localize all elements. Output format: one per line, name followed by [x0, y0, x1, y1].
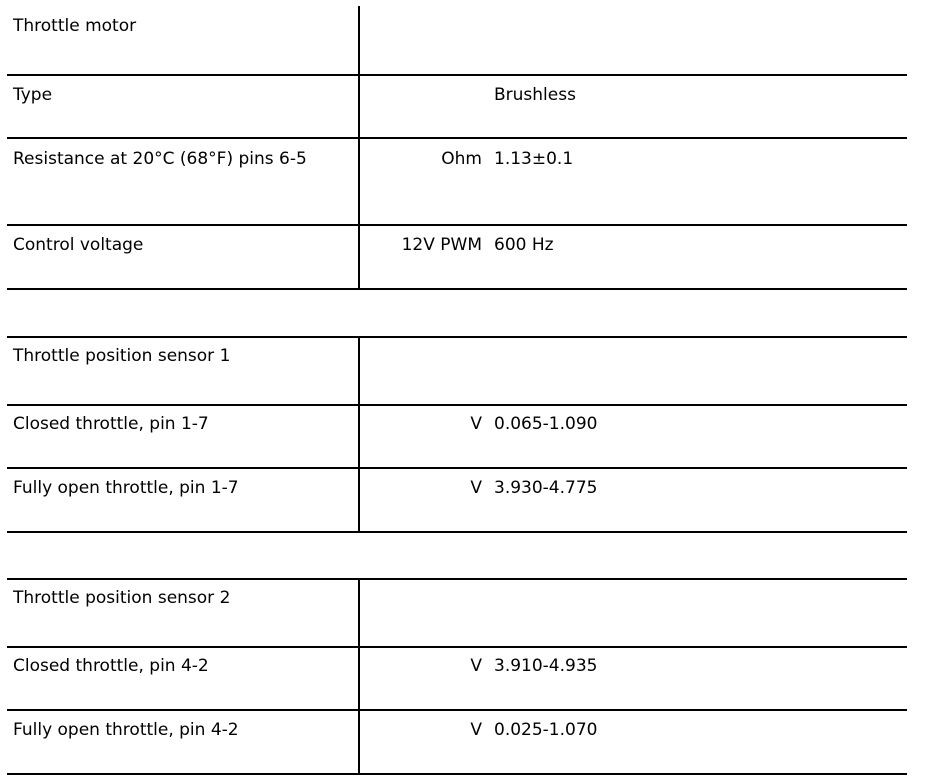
row-value: 3.910-4.935 — [494, 656, 598, 676]
table-rule — [7, 288, 907, 290]
column-divider — [358, 578, 360, 775]
column-divider — [358, 6, 360, 290]
section-header: Throttle position sensor 1 — [13, 346, 231, 366]
row-unit: V — [470, 478, 482, 498]
row-unit: V — [470, 656, 482, 676]
row-value: 3.930-4.775 — [494, 478, 598, 498]
table-rule — [7, 467, 907, 469]
table-rule — [7, 336, 907, 338]
row-value: 0.065-1.090 — [494, 414, 598, 434]
row-unit: 12V PWM — [401, 235, 482, 255]
row-label: Type — [13, 85, 53, 105]
section-header: Throttle position sensor 2 — [13, 588, 231, 608]
row-label: Closed throttle, pin 1-7 — [13, 414, 209, 434]
table-rule — [7, 224, 907, 226]
row-unit: Ohm — [441, 149, 482, 169]
row-unit: V — [470, 414, 482, 434]
table-rule — [7, 531, 907, 533]
throttle-motor-table — [7, 6, 907, 290]
row-value: 0.025-1.070 — [494, 720, 598, 740]
row-value: Brushless — [494, 85, 576, 105]
throttle-position-sensor-1-table — [7, 336, 907, 533]
throttle-position-sensor-2-table — [7, 578, 907, 776]
table-rule — [7, 404, 907, 406]
row-label: Control voltage — [13, 235, 144, 255]
row-label: Resistance at 20°C (68°F) pins 6-5 — [13, 149, 307, 169]
row-value: 600 Hz — [494, 235, 554, 255]
row-unit: V — [470, 720, 482, 740]
table-rule — [7, 773, 907, 775]
table-rule — [7, 646, 907, 648]
row-label: Closed throttle, pin 4-2 — [13, 656, 209, 676]
row-label: Fully open throttle, pin 4-2 — [13, 720, 239, 740]
row-label: Fully open throttle, pin 1-7 — [13, 478, 239, 498]
table-rule — [7, 578, 907, 580]
table-rule — [7, 74, 907, 76]
row-value: 1.13±0.1 — [494, 149, 574, 169]
table-rule — [7, 137, 907, 139]
table-rule — [7, 709, 907, 711]
section-header: Throttle motor — [13, 16, 137, 36]
column-divider — [358, 336, 360, 533]
